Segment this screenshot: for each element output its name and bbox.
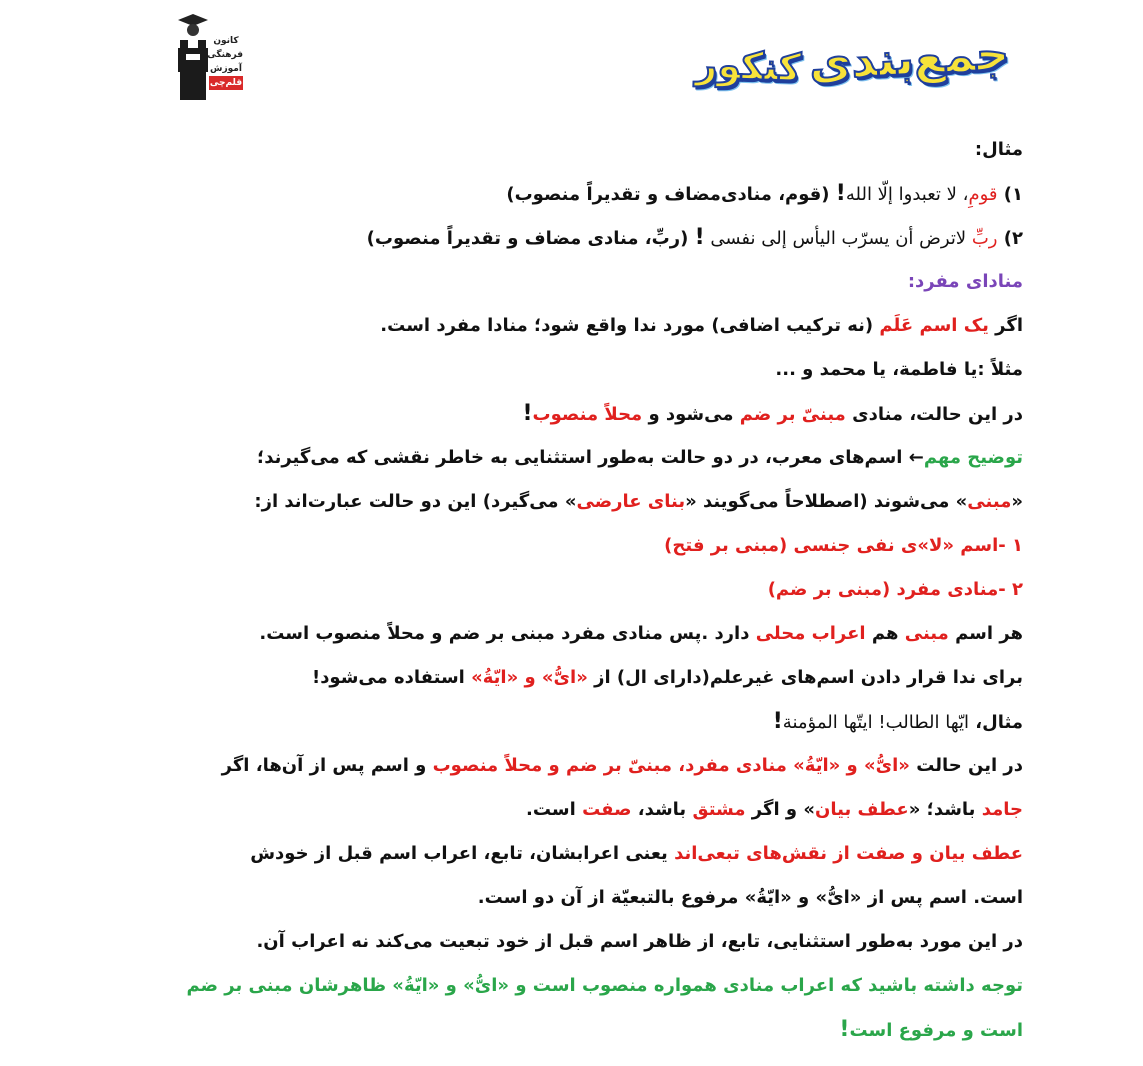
moshtaq-highlight: مشتق [692,799,746,820]
ayyuha-highlight: «ایُّ» و «ایّةُ» [471,667,588,688]
example-2-explanation: (ربِّ، منادی مضاف و تقدیراً منصوب) [366,228,695,249]
case-1-line [123,524,1023,568]
ayyuha-example-arabic: ایّها الطالب! ایتّها المؤمنة [782,712,970,733]
example-heading [123,128,1023,172]
mabni-line [123,480,1023,524]
institute-name-line-4: قلم‌چی [209,78,243,88]
example-2 [123,216,1023,260]
jamed-line [123,788,1023,832]
example-1-explanation: (قوم، منادی‌مضاف و تقدیراً منصوب) [506,184,836,205]
ayyuha-example-line [123,700,1023,744]
jamed-text-d: است. [526,799,583,820]
rule-text-a: در این حالت، منادی [845,404,1023,425]
example-1 [123,172,1023,216]
jamed-text-a: باشد؛ « [908,799,982,820]
institute-logo [176,8,242,100]
mabni-text-c: » می‌گیرد) این دو حالت عبارت‌اند از: [254,491,577,512]
example-line-names [123,348,1023,392]
state-text-a: در این حالت [909,755,1023,776]
section-heading-munada-mufrad [123,260,1023,304]
ayyuha-text-b: استفاده می‌شود! [311,667,472,688]
exception-text: در این مورد به‌طور استثنایی، تابع، از ظاهر اسم قبل از خود تبعیت می‌کند نه اعراب آن. [256,931,1023,952]
rule-exclamation: ! [522,401,533,426]
example-1-number: ۱) [997,184,1023,205]
sefat-highlight: صفت [582,799,632,820]
example-1-vocative: قومِ [968,184,998,205]
state-highlight: «ایُّ» و «ایّةُ» منادی مفرد، مبنیّ بر ضم و محلاً منصوب [432,755,910,776]
example-names-text: مثلاً :یا فاطمة، یا محمد و ... [775,359,1023,380]
ayyuha-example-label: مثال، [969,712,1023,733]
example-2-vocative: ربِّ [971,228,998,249]
atf-bayan-highlight: عطف بیان [814,799,909,820]
mahalli-highlight-b: اعراب محلی [755,623,866,644]
brand-logo-word-2: کنکور [694,42,802,90]
mahalli-text-c: دارد .پس منادی مفرد مبنی بر ضم و محلاً منصوب است. [259,623,756,644]
state-text-b: و اسم پس از آن‌ها، اگر [221,755,433,776]
state-line [123,744,1023,788]
marfu-line [123,876,1023,920]
brand-logo-word-1: جمع‌بندی [807,25,1011,91]
attention-line-1 [123,964,1023,1008]
rule-line [123,392,1023,436]
attention-text-2: است و مرفوع است [849,1020,1023,1041]
important-note-text: ← اسم‌های معرب، در دو حالت به‌طور استثنایی به خاطر نقشی که می‌گیرند؛ [257,447,924,468]
tabi-highlight: عطف بیان و صفت از نقش‌های تبعی‌اند [674,843,1023,864]
attention-text-1: توجه داشته باشید که اعراب منادی همواره منصوب است و «ایُّ» و «ایّةُ» ظاهرشان مبنی بر ضم [186,975,1023,996]
definition-text-a: اگر [988,315,1023,336]
jamed-text-c: باشد، [631,799,693,820]
exception-line [123,920,1023,964]
graduate-figure-icon [176,8,210,100]
mahalli-line [123,612,1023,656]
ayyuha-line [123,656,1023,700]
example-1-arabic: ، لا تعبدوا إلّا الله [845,184,969,205]
mahalli-text-b: هم [865,623,905,644]
definition-line [123,304,1023,348]
important-note-line [123,436,1023,480]
ayyuha-text-a: برای ندا قرار دادن اسم‌های غیرعلم(دارای ال) از [587,667,1023,688]
example-2-number: ۲) [997,228,1023,249]
important-note-label: توضیح مهم [923,447,1023,468]
rule-highlight-a: مبنیّ بر ضم [739,404,846,425]
marfu-text: است. اسم پس از «ایُّ» و «ایّةُ» مرفوع بالتبعیّة از آن دو است. [477,887,1023,908]
institute-name-line-3: آموزش [210,64,242,74]
mabni-text-a: « [1011,491,1023,512]
case-1-text: ۱ -اسم «لا»ی نفی جنسی (مبنی بر فتح) [664,535,1023,556]
example-2-exclamation: ! [694,225,705,250]
jamed-text-b: » و اگر [745,799,815,820]
institute-name [209,34,243,90]
institute-name-line-1: کانون [213,36,239,46]
mabni-text-b: » می‌شوند (اصطلاحاً می‌گویند « [685,491,968,512]
page-header [0,0,1143,110]
example-heading-text: مثال: [974,139,1023,160]
mahalli-highlight-a: مبنی [904,623,949,644]
rule-highlight-b: محلاً منصوب [532,404,643,425]
mabni-highlight-a: مبنی [967,491,1012,512]
case-2-text: ۲ -منادی مفرد (مبنی بر ضم) [767,579,1023,600]
tabi-line [123,832,1023,876]
mabni-highlight-b: بنای عارضی [576,491,686,512]
jamed-highlight: جامد [981,799,1023,820]
mahalli-text-a: هر اسم [948,623,1023,644]
lesson-content [123,128,1023,1052]
rule-text-b: می‌شود و [642,404,740,425]
example-1-exclamation: ! [835,181,846,206]
tabi-text: یعنی اعرابشان، تابع، اعراب اسم قبل از خودش [250,843,675,864]
case-2-line [123,568,1023,612]
ayyuha-example-exclamation: ! [772,709,783,734]
definition-highlight: یک اسم عَلَم [879,315,989,336]
attention-exclamation: ! [839,1017,850,1042]
section-heading-text: منادای مفرد: [907,271,1023,292]
example-2-arabic: لاترض أن یسرّب الیأس إلی نفسی [704,228,972,249]
definition-text-b: (نه ترکیب اضافی) مورد ندا واقع شود؛ منادا مفرد است. [380,315,880,336]
attention-line-2 [123,1008,1023,1052]
brand-logo [695,18,1010,98]
institute-name-line-2: فرهنگی [207,50,243,60]
